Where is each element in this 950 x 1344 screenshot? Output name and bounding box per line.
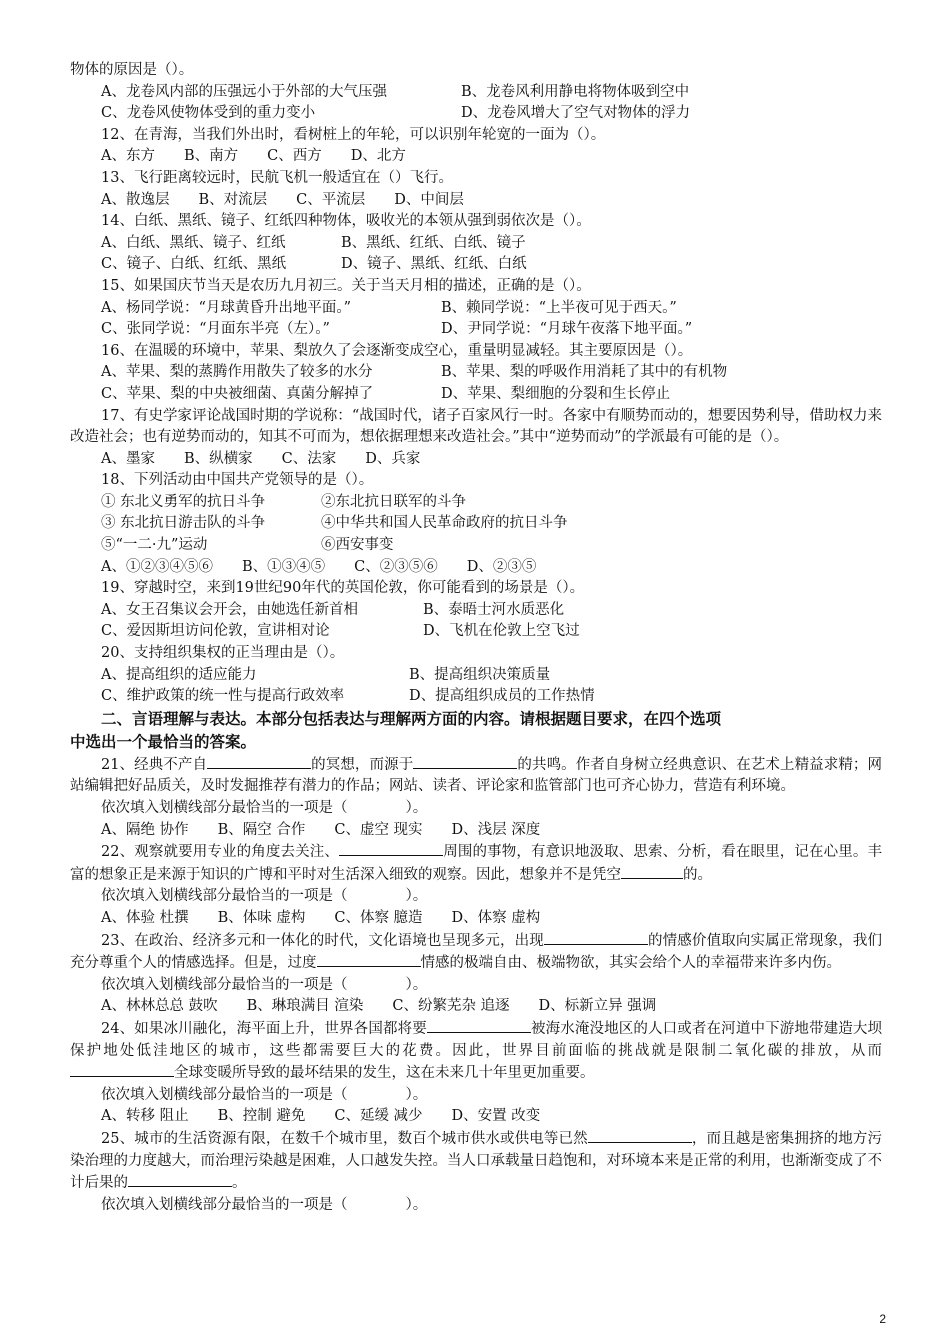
question-prompt: 依次填入划横线部分最恰当的一项是（ ）。 [101, 976, 428, 993]
option: D、苹果、梨细胞的分裂和生长停止 [441, 385, 671, 402]
question-stem [70, 1018, 882, 1085]
options-row: A、体验 杜撰 B、体味 虚构 C、体察 臆造 D、体察 虚构 [101, 909, 541, 926]
text: 的共鸣。作者自身树立经典意识、在艺术上精益求精；网站编辑把好品质关，及时发掘推荐有潜力的作品；网站、读者、评论家和监管部门也可齐心协力，营造有利环境。 [70, 756, 883, 795]
question-stem [70, 930, 882, 975]
options-row [70, 362, 882, 384]
options-row: A、东方 B、南方 C、西方 D、北方 [101, 148, 406, 165]
list-item: ⑤“一二·九”运动 [101, 537, 208, 554]
option: B、泰晤士河水质恶化 [423, 601, 565, 618]
list-item: ②东北抗日联军的斗争 [321, 493, 466, 510]
blank-line [339, 841, 443, 856]
question-prompt: 依次填入划横线部分最恰当的一项是（ ）。 [101, 1196, 428, 1213]
document-page [70, 60, 882, 1216]
option: D、镜子、黑纸、红纸、白纸 [341, 256, 527, 273]
option: B、苹果、梨的呼吸作用消耗了其中的有机物 [441, 364, 728, 381]
text: ，而且越是密集拥挤的地方污染治理的力度越大，而治理污染越是困难，人口越发失控。当人口承载量日趋饱和，对环境本来是正常的利用，也渐渐变成了不计后果的 [70, 1130, 883, 1192]
blank-line [427, 1018, 531, 1033]
text: 的冥想，而源于 [311, 756, 414, 773]
blank-line [588, 1128, 692, 1143]
text: 25、城市的生活资源有限，在数千个城市里，数百个城市供水或供电等已然 [101, 1130, 588, 1147]
options-row: A、墨家 B、纵横家 C、法家 D、兵家 [101, 450, 421, 467]
option: C、维护政策的统一性与提高行政效率 [101, 688, 345, 705]
option: C、张同学说：“月面东半亮（左）。” [101, 321, 330, 338]
items-row [70, 535, 882, 557]
options-row: A、散逸层 B、对流层 C、平流层 D、中间层 [101, 191, 464, 208]
items-row [70, 492, 882, 514]
option: C、爱因斯坦访问伦敦，宣讲相对论 [101, 623, 330, 640]
blank-line [544, 930, 648, 945]
options-row [70, 103, 882, 125]
option: A、女王召集议会开会，由她选任新首相 [101, 601, 358, 618]
options-row [70, 254, 882, 276]
question-stem [70, 1128, 882, 1195]
option: C、苹果、梨的中央被细菌、真菌分解掉了 [101, 385, 374, 402]
options-row [70, 384, 882, 406]
option: D、飞机在伦敦上空飞过 [423, 623, 580, 640]
blank-line [70, 1062, 174, 1077]
options-row [70, 621, 882, 643]
text: 23、在政治、经济多元和一体化的时代，文化语境也呈现多元，出现 [101, 932, 544, 949]
list-item: ⑥西安事变 [321, 537, 394, 554]
options-row: A、隔绝 协作 B、隔空 合作 C、虚空 现实 D、浅层 深度 [101, 821, 541, 838]
question-stem [70, 754, 882, 798]
option: A、白纸、黑纸、镜子、红纸 [101, 234, 286, 251]
option: A、龙卷风内部的压强远小于外部的大气压强 [101, 83, 387, 100]
blank-line [128, 1172, 232, 1187]
page-number: 2 [879, 1312, 886, 1326]
section-heading: 二、言语理解与表达。本部分包括表达与理解两方面的内容。请根据题目要求，在四个选项 [101, 709, 722, 728]
text: 24、如果冰川融化，海平面上升，世界各国都将要 [101, 1020, 427, 1037]
blank-line [621, 864, 683, 879]
options-row [70, 298, 882, 320]
question-prompt: 依次填入划横线部分最恰当的一项是（ ）。 [101, 800, 428, 816]
list-item: ③ 东北抗日游击队的斗争 [101, 515, 266, 532]
option: A、杨同学说：“月球黄昏升出地平面。” [101, 299, 352, 316]
option: B、赖同学说：“上半夜可见于西天。” [441, 299, 677, 316]
blank-line [317, 952, 421, 967]
option: D、提高组织成员的工作热情 [409, 688, 595, 705]
blank-line [207, 754, 311, 769]
question-stem: 19、穿越时空，来到19世纪90年代的英国伦敦，你可能看到的场景是（）。 [101, 580, 585, 597]
question-stem: 12、在青海，当我们外出时，看树桩上的年轮，可以识别年轮宽的一面为（）。 [101, 126, 606, 143]
question-stem: 13、飞行距离较远时，民航飞机一般适宜在（）飞行。 [101, 169, 453, 186]
text: 全球变暖所导致的最坏结果的发生，这在未来几十年里更加重要。 [174, 1065, 595, 1082]
question-stem: 18、下列活动由中国共产党领导的是（）。 [101, 472, 374, 489]
option: D、尹同学说：“月球午夜落下地平面。” [441, 321, 693, 338]
options-row [70, 600, 882, 622]
items-row [70, 513, 882, 535]
question-stem: 14、白纸、黑纸、镜子、红纸四种物体，吸收光的本领从强到弱依次是（）。 [101, 213, 591, 230]
text: 周围的事物，有意识地汲取、思索、分析，看在眼里，记在心里。丰富的想象正是来源于知识的广博和平时对生活深入细致的观察。因此，想象并不是凭空 [70, 844, 883, 883]
blank-line [413, 754, 517, 769]
option: D、龙卷风增大了空气对物体的浮力 [461, 105, 691, 122]
options-row [70, 686, 882, 708]
question-stem: 15、如果国庆节当天是农历九月初三。关于当天月相的描述，正确的是（）。 [101, 277, 591, 294]
list-item: ① 东北义勇军的抗日斗争 [101, 493, 266, 510]
text: 。 [232, 1175, 247, 1192]
section-heading-cont: 中选出一个最恰当的答案。 [70, 732, 257, 751]
question-stem: 16、在温暖的环境中，苹果、梨放久了会逐渐变成空心，重量明显减轻。其主要原因是（）。 [101, 342, 693, 359]
option: A、提高组织的适应能力 [101, 666, 257, 683]
option: B、黑纸、红纸、白纸、镜子 [341, 234, 526, 251]
option: C、镜子、白纸、红纸、黑纸 [101, 256, 287, 273]
list-item: ④中华共和国人民革命政府的抗日斗争 [321, 515, 568, 532]
option: B、龙卷风利用静电将物体吸到空中 [461, 83, 690, 100]
question-stem: 17、有史学家评论战国时期的学说称：“战国时代，诸子百家风行一时。各家中有顺势而动的，想要因势利导，借助权力来改造社会；也有逆势而动的，知其不可而为，想依据理想来改造社会。”其中“逆势而动”的学派最有可能的是（）。 [70, 407, 882, 446]
option: B、提高组织决策质量 [409, 666, 551, 683]
question-stem: 20、支持组织集权的正当理由是（）。 [101, 645, 345, 662]
text: 的。 [683, 866, 712, 883]
options-row [70, 319, 882, 341]
option: C、龙卷风使物体受到的重力变小 [101, 105, 316, 122]
text: 情感的极端自由、极端物欲，其实会给个人的幸福带来许多内伤。 [420, 955, 841, 972]
options-row: A、转移 阻止 B、控制 避免 C、延缓 减少 D、安置 改变 [101, 1108, 541, 1125]
text: 21、经典不产自 [101, 756, 208, 773]
text: 22、观察就要用专业的角度去关注、 [101, 844, 340, 861]
text: 的情感价值取向实属正常现象，我们充分尊重个人的情感选择。但是，过度 [70, 932, 883, 972]
text: 被海水淹没地区的人口或者在河道中下游地带建造大坝保护地处低洼地区的城市，这些都需要巨大的花费。因此，世界目前面临的挑战就是限制二氧化碳的排放，从而 [70, 1020, 882, 1059]
question-prompt: 依次填入划横线部分最恰当的一项是（ ）。 [101, 1086, 428, 1103]
options-row: A、林林总总 鼓吹 B、琳琅满目 渲染 C、纷繁芜杂 追逐 D、标新立异 强调 [101, 998, 657, 1015]
question-prompt: 依次填入划横线部分最恰当的一项是（ ）。 [101, 888, 428, 905]
options-row: A、①②③④⑤⑥ B、①③④⑤ C、②③⑤⑥ D、②③⑤ [101, 558, 537, 575]
question-stem [70, 841, 882, 886]
text-line: 物体的原因是（）。 [70, 62, 194, 78]
options-row [70, 665, 882, 687]
options-row [70, 82, 882, 104]
option: A、苹果、梨的蒸腾作用散失了较多的水分 [101, 364, 373, 381]
options-row [70, 233, 882, 255]
